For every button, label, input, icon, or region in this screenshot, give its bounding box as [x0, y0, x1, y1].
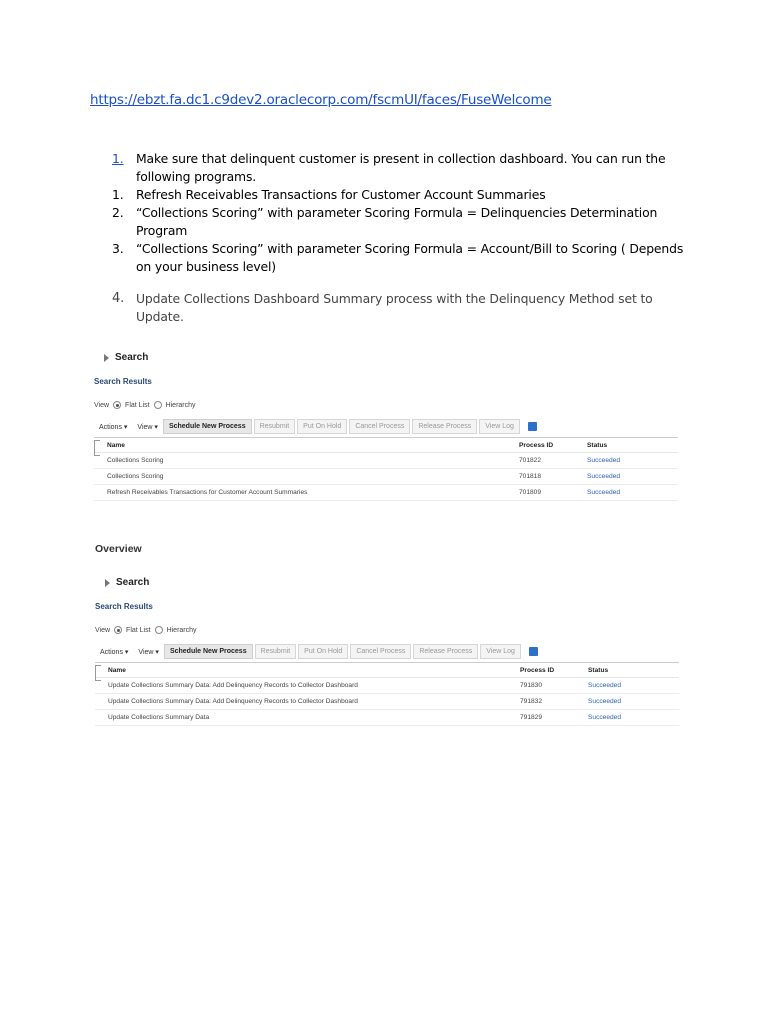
step-number: 4.	[112, 291, 125, 306]
table-header-row	[95, 663, 679, 678]
process-table	[94, 437, 678, 501]
process-id: 701822	[515, 453, 583, 469]
flat-list-radio[interactable]	[113, 401, 121, 409]
process-name: Collections Scoring	[94, 453, 515, 469]
expand-triangle-icon	[104, 354, 109, 362]
step-text: Update Collections Dashboard Summary process with the Delinquency Method set to Update.	[136, 291, 653, 324]
search-label: Search	[115, 352, 149, 363]
search-label: Search	[116, 577, 150, 588]
process-name: Update Collections Summary Data	[95, 710, 516, 726]
resubmit-button[interactable]: Resubmit	[254, 419, 296, 434]
step-number: 1.	[112, 187, 124, 202]
process-id: 701818	[515, 469, 583, 485]
process-toolbar	[94, 419, 678, 434]
step-text: Make sure that delinquent customer is present in collection dashboard. You can run the following programs.	[136, 151, 666, 184]
table-row[interactable]	[94, 485, 678, 501]
process-name: Update Collections Summary Data: Add Delinquency Records to Collector Dashboard	[95, 678, 516, 694]
column-header-process-id[interactable]: Process ID	[515, 438, 583, 453]
step-number: 2.	[112, 205, 124, 220]
actions-menu[interactable]: Actions ▾	[100, 648, 129, 656]
step-3	[112, 240, 692, 276]
release-process-button[interactable]: Release Process	[412, 419, 477, 434]
step-text: “Collections Scoring” with parameter Scoring Formula = Account/Bill to Scoring ( Depends on your business level)	[136, 241, 684, 274]
status-link[interactable]: Succeeded	[583, 453, 678, 469]
flat-list-label: Flat List	[125, 401, 150, 409]
resubmit-button[interactable]: Resubmit	[255, 644, 297, 659]
step-text: “Collections Scoring” with parameter Scoring Formula = Delinquencies Determination Program	[136, 205, 658, 238]
process-id: 791832	[516, 694, 584, 710]
step-number: 1.	[112, 151, 124, 166]
search-toggle[interactable]	[104, 352, 678, 363]
column-header-process-id[interactable]: Process ID	[516, 663, 584, 678]
column-header-name[interactable]: Name	[95, 663, 516, 678]
process-name: Collections Scoring	[94, 469, 515, 485]
scheduled-processes-panel-2	[95, 577, 679, 726]
expand-triangle-icon	[105, 579, 110, 587]
put-on-hold-button[interactable]: Put On Hold	[298, 644, 348, 659]
put-on-hold-button[interactable]: Put On Hold	[297, 419, 347, 434]
table-row[interactable]	[94, 453, 678, 469]
table-header-row	[94, 438, 678, 453]
schedule-new-process-button[interactable]: Schedule New Process	[164, 644, 253, 659]
step-1	[112, 186, 692, 204]
status-link[interactable]: Succeeded	[584, 710, 679, 726]
table-row[interactable]	[95, 678, 679, 694]
table-row[interactable]	[94, 469, 678, 485]
process-id: 701809	[515, 485, 583, 501]
step-intro	[112, 150, 692, 186]
instruction-steps	[112, 150, 692, 326]
cancel-process-button[interactable]: Cancel Process	[350, 644, 411, 659]
search-results-title: Search Results	[94, 377, 152, 386]
hierarchy-label: Hierarchy	[165, 401, 196, 409]
column-header-name[interactable]: Name	[94, 438, 515, 453]
process-table	[95, 662, 679, 726]
step-4	[112, 290, 692, 326]
status-link[interactable]: Succeeded	[583, 469, 678, 485]
column-header-status[interactable]: Status	[584, 663, 679, 678]
process-name: Update Collections Summary Data: Add Delinquency Records to Collector Dashboard	[95, 694, 516, 710]
view-label: View	[94, 401, 110, 409]
process-toolbar	[95, 644, 679, 659]
refresh-icon[interactable]	[529, 647, 538, 656]
step-2	[112, 204, 692, 240]
search-results-title: Search Results	[95, 602, 153, 611]
schedule-new-process-button[interactable]: Schedule New Process	[163, 419, 252, 434]
flat-list-label: Flat List	[126, 626, 151, 634]
document-url-link[interactable]: https://ebzt.fa.dc1.c9dev2.oraclecorp.com/fscmUI/faces/FuseWelcome	[90, 92, 552, 108]
step-text: Refresh Receivables Transactions for Customer Account Summaries	[136, 187, 546, 202]
overview-heading: Overview	[95, 543, 142, 555]
view-log-button[interactable]: View Log	[479, 419, 520, 434]
scheduled-processes-panel-1	[94, 352, 678, 501]
hierarchy-label: Hierarchy	[166, 626, 197, 634]
status-link[interactable]: Succeeded	[584, 678, 679, 694]
status-link[interactable]: Succeeded	[583, 485, 678, 501]
table-row[interactable]	[95, 694, 679, 710]
status-link[interactable]: Succeeded	[584, 694, 679, 710]
view-log-button[interactable]: View Log	[480, 644, 521, 659]
column-header-status[interactable]: Status	[583, 438, 678, 453]
cancel-process-button[interactable]: Cancel Process	[349, 419, 410, 434]
flat-list-radio[interactable]	[114, 626, 122, 634]
view-mode-row	[95, 626, 679, 634]
process-name: Refresh Receivables Transactions for Customer Account Summaries	[94, 485, 515, 501]
view-mode-row	[94, 401, 678, 409]
actions-menu[interactable]: Actions ▾	[99, 423, 128, 431]
hierarchy-radio[interactable]	[155, 626, 163, 634]
view-label: View	[95, 626, 111, 634]
refresh-icon[interactable]	[528, 422, 537, 431]
table-row[interactable]	[95, 710, 679, 726]
hierarchy-radio[interactable]	[154, 401, 162, 409]
process-id: 791830	[516, 678, 584, 694]
view-menu[interactable]: View ▾	[138, 648, 159, 656]
search-toggle[interactable]	[105, 577, 679, 588]
release-process-button[interactable]: Release Process	[413, 644, 478, 659]
step-number: 3.	[112, 241, 124, 256]
process-id: 791829	[516, 710, 584, 726]
view-menu[interactable]: View ▾	[137, 423, 158, 431]
